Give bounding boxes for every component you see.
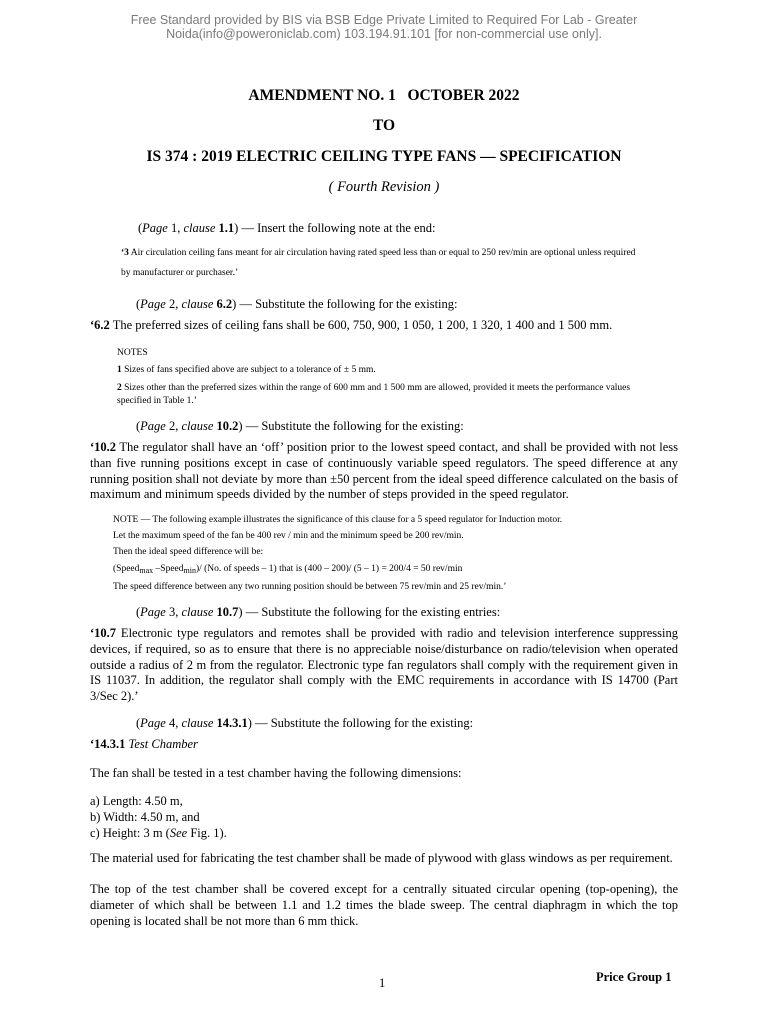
section-5-para-1: The fan shall be tested in a test chamber having the following dimensions: [90,766,462,780]
list-item: b) Width: 4.50 m, and [90,810,200,824]
standard-title: IS 374 : 2019 ELECTRIC CEILING TYPE FANS — SPECIFICATION [146,148,622,165]
watermark [0,13,768,41]
section-3-note: NOTE — The following example illustrates the significance of this clause for a 5 speed regulator for Induction motor. Let the maximum speed of the fan be 400 rev / min and the minimum speed be 200 rev/min. Then the ideal speed difference will be: (Speed$_{max}$ –Speed$_{min}$)/ (No. of speeds – 1) that is (400 – 200)/ (5 – 1) = 200/4 = 50 rev/min The speed difference between any two running position should be between 75 rev/min and 25 rev/min.’ [113,515,563,592]
speed-formula: (Speed$_{max}$ –Speed$_{min}$)/ (No. of speeds – 1) that is (400 – 200)/ (5 – 1) = 200/4 = 50 rev/min [113,563,463,575]
revision-label: ( Fourth Revision ) [328,179,440,195]
section-2-notes: NOTES 1 Sizes of fans specified above are subject to a tolerance of ± 5 mm. 2 Sizes other than the preferred sizes within the range of 600 mm and 1 500 mm are allowed, provided it meets the performance values specified in Table 1.’ [117,348,631,406]
amendment-to: TO [372,117,396,134]
section-2-reference: (Page 2, clause 6.2) — Substitute the following for the existing: [136,297,458,311]
page-number: 1 [379,976,386,990]
section-4-clause: ‘10.7 Electronic type regulators and remotes shall be provided with radio and television interference suppressing devices, if required, so as to ensure that there is no appreciable noise/disturbance on radio/television when operated outside a radius of 2 m from the regulator. Electronic type fan regulators shall comply with the requirement given in IS 11037. In addition, the regulator shall comply with the EMC requirements in accordance with IS 14700 (Part 3/Sec 2).’ [90,626,678,704]
dimension-list [90,793,227,841]
list-item: c) Height: 3 m (See Fig. 1). [90,826,227,840]
section-5-clause-heading: ‘14.3.1 Test Chamber [90,737,198,751]
amendment-title: AMENDMENT NO. 1 OCTOBER 2022 [248,87,520,104]
section-3-clause: ‘10.2 The regulator shall have an ‘off’ position prior to the lowest speed contact, and shall be provided with not less than five running positions except in case of continuously variable speed regulators. The speed difference at any running position shall not deviate by more than ±50 percent from the ideal speed difference calculated on the basis of maximum and minimum speeds divided by the number of steps provided in the speed regulator. [90,440,678,502]
list-item: a) Length: 4.50 m, [90,794,183,808]
section-2-clause: ‘6.2 The preferred sizes of ceiling fans shall be 600, 750, 900, 1 050, 1 200, 1 320, 1 400 and 1 500 mm. [90,318,613,332]
section-5-para-2: The material used for fabricating the test chamber shall be made of plywood with glass windows as per requirement. [90,851,673,865]
price-group: Price Group 1 [596,970,672,984]
section-4-reference: (Page 3, clause 10.7) — Substitute the following for the existing entries: [136,605,501,619]
section-5-para-3: The top of the test chamber shall be covered except for a centrally situated circular opening (top-opening), the diameter of which shall be between 1.1 and 1.2 times the blade sweep. The central diaphragm in which the top opening is located shall be not more than 6 mm thick. [90,882,678,928]
section-5-reference: (Page 4, clause 14.3.1) — Substitute the following for the existing: [136,716,474,730]
section-1-note: ‘3 Air circulation ceiling fans meant for air circulation having rated speed less than or equal to 250 rev/min are optional unless required by manufacturer or purchaser.’ [121,248,636,278]
section-3-reference: (Page 2, clause 10.2) — Substitute the following for the existing: [136,419,464,433]
watermark-line-1: Free Standard provided by BIS via BSB Edge Private Limited to Required For Lab - Greater [130,13,638,27]
section-1-reference: (Page 1, clause 1.1) — Insert the following note at the end: [138,221,436,235]
watermark-line-2: Noida(info@poweroniclab.com) 103.194.91.101 [for non-commercial use only]. [166,27,602,41]
